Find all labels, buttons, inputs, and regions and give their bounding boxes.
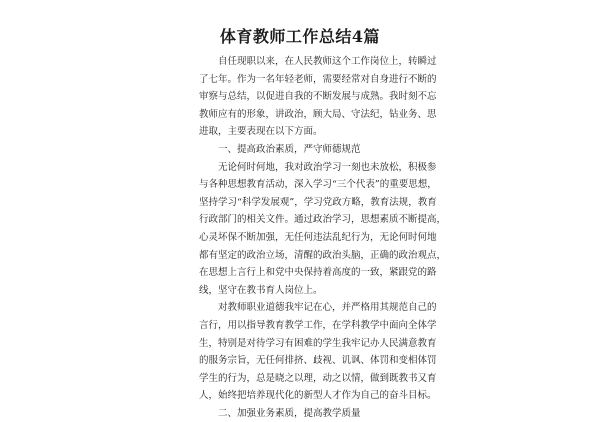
text-line: 行政部门的相关文件。通过政治学习，思想素质不断提高， [199, 214, 447, 226]
text-line: 生，特别是对待学习有困难的学生我牢记办人民满意教育 [199, 337, 437, 349]
text-line: 了七年。作为一名年轻老师，需要经常对自身进行不断的 [199, 73, 437, 85]
text-line: 心灵坏保不断加强，无任何违法乱纪行为，无论何时何地 [199, 231, 437, 243]
section-heading: 一、提高政治素质，严守师德规范 [218, 143, 361, 155]
text-line: 人，始终把培养现代化的新型人才作为自己的奋斗目标。 [199, 390, 437, 402]
text-line: 的服务宗旨，无任何排挤、歧视、讥讽、体罚和变相体罚 [199, 355, 437, 367]
text-line: 学生的行为，总是晓之以理，动之以情，做到既教书又育 [199, 372, 437, 384]
text-line: 在思想上言行上和党中央保持着高度的一致，紧跟党的路 [199, 267, 437, 279]
text-line: 进取，主要表现在以下方面。 [199, 126, 323, 138]
document-body [199, 53, 447, 422]
text-line: 与各种思想教育活动，深入学习“三个代表”的重要思想， [199, 179, 437, 191]
text-line: 对教师职业道德我牢记在心，并严格用其规范自己的 [218, 302, 437, 314]
text-line: 无论何时何地，我对政治学习一刻也未放松，积极参 [218, 161, 437, 173]
text-line: 坚持学习“科学发展观”，学习党政方略，教育法规，教育 [199, 196, 437, 208]
text-line: 教师应有的形象，讲政治，顾大局、守法纪，钻业务、思 [199, 108, 437, 120]
text-line: 都有坚定的政治立场，清醒的政治头脑，正确的政治观点， [199, 249, 447, 261]
text-line: 自任现职以来，在人民教师这个工作岗位上，转瞬过 [218, 56, 437, 67]
text-line: 审察与总结，以促进自我的不断发展与成熟。我时刻不忘 [199, 91, 437, 103]
section-heading: 二、加强业务素质，提高教学质量 [218, 407, 361, 419]
text-line: 言行，用以指导教育教学工作，在学科教学中面向全体学 [199, 319, 437, 331]
document-title: 体育教师工作总结4篇 [219, 27, 381, 46]
text-line: 线，坚守在教书育人岗位上。 [199, 284, 323, 296]
